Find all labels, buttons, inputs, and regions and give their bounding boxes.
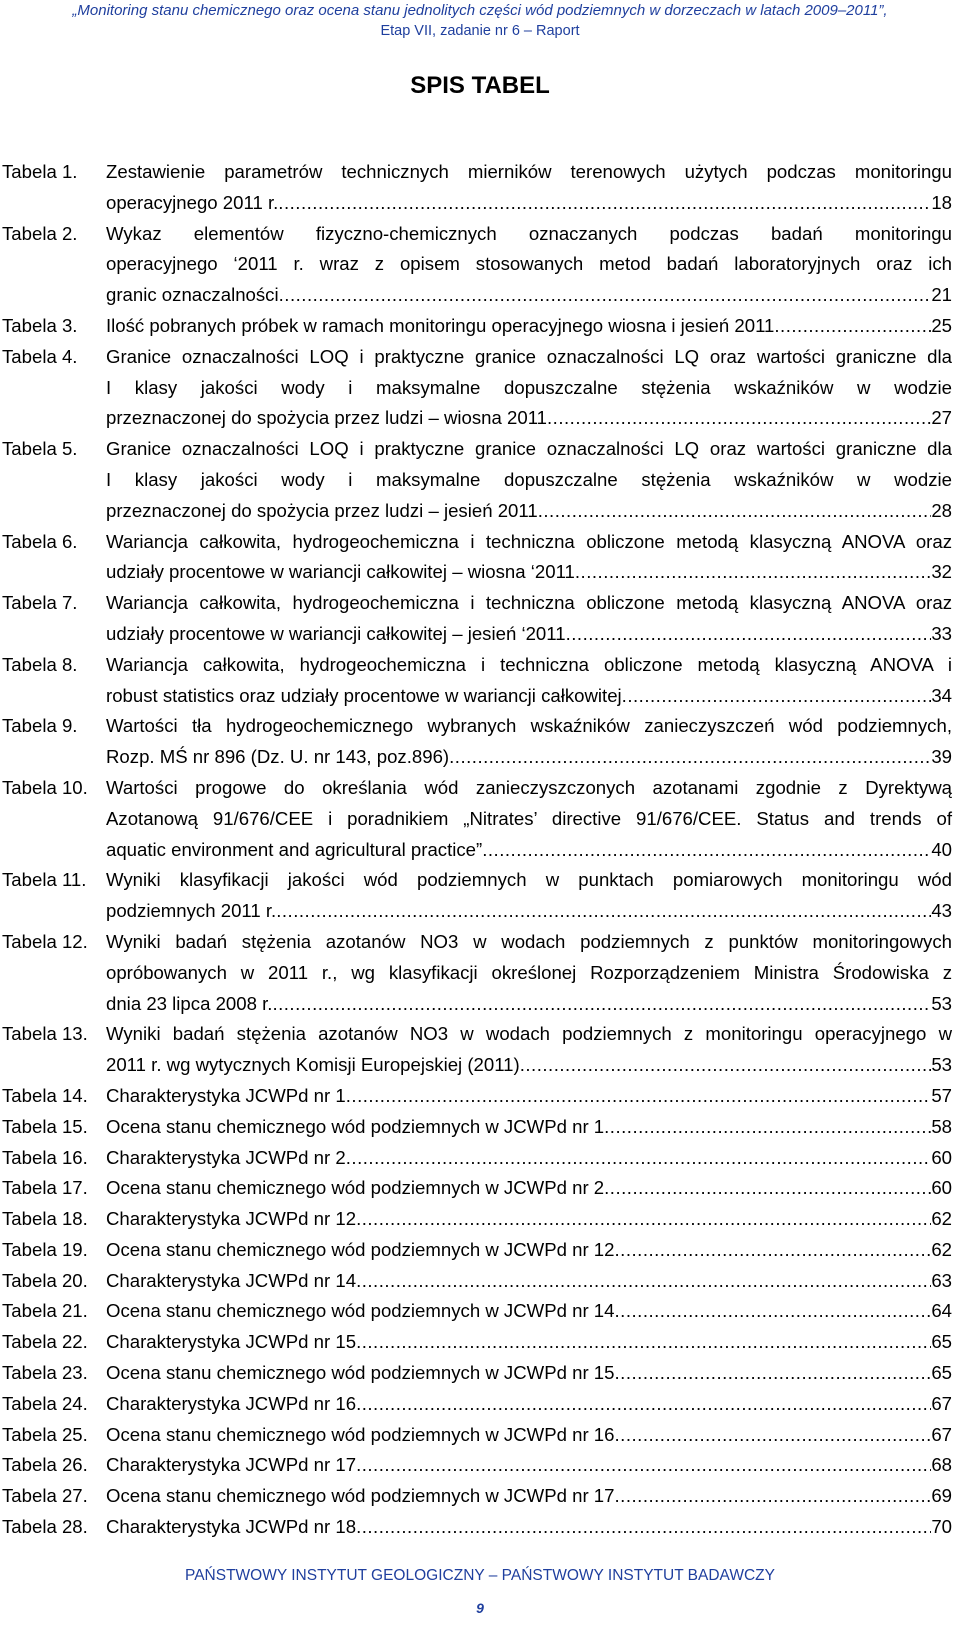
- toc-entry-page-number: 39: [931, 746, 952, 768]
- toc-entry[interactable]: [0, 311, 960, 342]
- toc-entry-last-line: [106, 619, 952, 650]
- dot-leader: [774, 311, 931, 342]
- toc-entry-title: aquatic environment and agricultural practice”: [106, 838, 483, 860]
- toc-entry-page-number: 34: [931, 684, 952, 706]
- toc-entry-page-number: 53: [931, 992, 952, 1014]
- toc-entry-label: Tabela 15.: [2, 1115, 88, 1137]
- toc-entry-page-number: 18: [931, 191, 952, 213]
- toc-entry-title: udziały procentowe w wariancji całkowitej – jesień ‘2011: [106, 622, 566, 644]
- toc-entry-label: Tabela 25.: [2, 1423, 88, 1445]
- dot-leader: [356, 1327, 931, 1358]
- toc-entry-label: Tabela 5.: [2, 438, 78, 460]
- dot-leader: [604, 1112, 931, 1143]
- toc-entry-page-number: 32: [931, 561, 952, 583]
- toc-entry-page-number: 67: [931, 1423, 952, 1445]
- toc-entry-title: Ocena stanu chemicznego wód podziemnych w JCWPd nr 2: [106, 1177, 605, 1199]
- toc-entry[interactable]: [0, 1481, 960, 1512]
- dot-leader: [538, 496, 932, 527]
- toc-entry-text-line: Wariancja całkowita, hydrogeochemiczna i techniczna obliczone metodą klasyczną ANOVA oraz: [106, 530, 952, 552]
- toc-entry-label: Tabela 2.: [2, 222, 78, 244]
- toc-entry[interactable]: [0, 1204, 960, 1235]
- toc-entry-title: Charakterystyka JCWPd nr 16: [106, 1392, 357, 1414]
- toc-entry-last-line: [106, 1050, 952, 1081]
- toc-entry-page-number: 69: [931, 1485, 952, 1507]
- toc-entry[interactable]: [0, 342, 960, 434]
- toc-entry-text-line: operacyjnego ‘2011 r. wraz z opisem stosowanych metod badań laboratoryjnych oraz ich: [106, 253, 952, 275]
- toc-entry-last-line: [106, 188, 952, 219]
- dot-leader: [449, 742, 931, 773]
- toc-entry-label: Tabela 3.: [2, 314, 78, 336]
- toc-entry[interactable]: [0, 1266, 960, 1297]
- toc-entry[interactable]: [0, 1173, 960, 1204]
- toc-entry-title: Charakterystyka JCWPd nr 1: [106, 1084, 346, 1106]
- toc-entry-page-number: 27: [931, 407, 952, 429]
- dot-leader: [278, 188, 931, 219]
- toc-entry[interactable]: [0, 434, 960, 526]
- toc-entry[interactable]: [0, 650, 960, 712]
- toc-entry[interactable]: [0, 1019, 960, 1081]
- toc-entry-label: Tabela 6.: [2, 530, 78, 552]
- toc-entry[interactable]: [0, 1081, 960, 1112]
- dot-leader: [279, 280, 932, 311]
- toc-entry-last-line: [106, 1112, 952, 1143]
- dot-leader: [614, 1420, 931, 1451]
- toc-entry-text-line: Wariancja całkowita, hydrogeochemiczna i techniczna obliczone metodą klasyczną ANOVA oraz: [106, 592, 952, 614]
- toc-entry-page-number: 64: [931, 1300, 952, 1322]
- toc-entry-title: Charakterystyka JCWPd nr 2: [106, 1146, 346, 1168]
- toc-entry-title: Charakterystyka JCWPd nr 15: [106, 1331, 357, 1353]
- page-footer: PAŃSTWOWY INSTYTUT GEOLOGICZNY – PAŃSTWOWY INSTYTUT BADAWCZY: [185, 1567, 775, 1584]
- table-of-tables: [0, 157, 960, 1543]
- toc-entry-page-number: 63: [931, 1269, 952, 1291]
- toc-entry-title: Ocena stanu chemicznego wód podziemnych w JCWPd nr 1: [106, 1115, 605, 1137]
- toc-entry-label: Tabela 26.: [2, 1454, 88, 1476]
- toc-entry-page-number: 70: [931, 1516, 952, 1538]
- toc-entry-last-line: [106, 1481, 952, 1512]
- toc-entry[interactable]: [0, 773, 960, 865]
- toc-entry-label: Tabela 28.: [2, 1516, 88, 1538]
- dot-leader: [547, 403, 931, 434]
- toc-entry-last-line: [106, 1081, 952, 1112]
- toc-entry[interactable]: [0, 1512, 960, 1543]
- dot-leader: [614, 1358, 931, 1389]
- toc-entry[interactable]: [0, 1389, 960, 1420]
- toc-entry[interactable]: [0, 157, 960, 219]
- toc-entry-title: dnia 23 lipca 2008 r.: [106, 992, 273, 1014]
- toc-entry-page-number: 40: [931, 838, 952, 860]
- toc-entry-text-line: Granice oznaczalności LOQ i praktyczne granice oznaczalności LQ oraz wartości graniczne dla: [106, 438, 952, 460]
- toc-entry-label: Tabela 16.: [2, 1146, 88, 1168]
- dot-leader: [614, 1481, 931, 1512]
- dot-leader: [272, 989, 931, 1020]
- toc-entry-last-line: [106, 311, 952, 342]
- toc-entry[interactable]: [0, 1112, 960, 1143]
- toc-entry-last-line: [106, 989, 952, 1020]
- toc-entry-label: Tabela 24.: [2, 1392, 88, 1414]
- toc-entry-title: Ocena stanu chemicznego wód podziemnych w JCWPd nr 15: [106, 1362, 615, 1384]
- toc-entry[interactable]: [0, 711, 960, 773]
- toc-entry[interactable]: [0, 1296, 960, 1327]
- toc-entry[interactable]: [0, 1143, 960, 1174]
- dot-leader: [346, 1143, 932, 1174]
- toc-entry-page-number: 60: [931, 1146, 952, 1168]
- toc-entry[interactable]: [0, 588, 960, 650]
- toc-entry-text-line: Wartości progowe do określania wód zanieczyszczonych azotanami zgodnie z Dyrektywą: [106, 776, 952, 798]
- toc-entry-label: Tabela 1.: [2, 161, 78, 182]
- toc-entry-page-number: 43: [931, 900, 952, 922]
- toc-entry-title: Ocena stanu chemicznego wód podziemnych w JCWPd nr 16: [106, 1423, 615, 1445]
- dot-leader: [356, 1389, 931, 1420]
- toc-entry-page-number: 33: [931, 622, 952, 644]
- toc-entry-title: podziemnych 2011 r.: [106, 900, 277, 922]
- dot-leader: [614, 1296, 931, 1327]
- dot-leader: [614, 1235, 931, 1266]
- toc-entry-text-line: Wyniki badań stężenia azotanów NO3 w wodach podziemnych z monitoringu operacyjnego w: [106, 1023, 952, 1045]
- toc-entry-title: Charakterystyka JCWPd nr 14: [106, 1269, 357, 1291]
- toc-entry-title: granic oznaczalności: [106, 284, 279, 306]
- toc-entry-page-number: 67: [931, 1392, 952, 1414]
- toc-entry-label: Tabela 4.: [2, 345, 78, 367]
- toc-entry-title: Ocena stanu chemicznego wód podziemnych w JCWPd nr 14: [106, 1300, 615, 1322]
- dot-leader: [356, 1450, 931, 1481]
- toc-entry-title: operacyjnego 2011 r.: [106, 191, 279, 213]
- toc-entry-page-number: 62: [931, 1208, 952, 1230]
- toc-entry-page-number: 58: [931, 1115, 952, 1137]
- toc-entry-last-line: [106, 280, 952, 311]
- toc-entry-title: udziały procentowe w wariancji całkowitej – wiosna ‘2011: [106, 561, 575, 583]
- toc-entry[interactable]: [0, 1235, 960, 1266]
- toc-entry-label: Tabela 19.: [2, 1238, 88, 1260]
- dot-leader: [346, 1081, 932, 1112]
- dot-leader: [356, 1266, 931, 1297]
- toc-entry-page-number: 21: [931, 284, 952, 306]
- toc-entry-label: Tabela 12.: [2, 930, 88, 952]
- toc-entry-label: Tabela 9.: [2, 715, 78, 737]
- toc-entry-page-number: 57: [931, 1084, 952, 1106]
- toc-entry-last-line: [106, 1358, 952, 1389]
- toc-entry-label: Tabela 21.: [2, 1300, 88, 1322]
- toc-entry-last-line: [106, 742, 952, 773]
- page-title: SPIS TABEL: [410, 72, 550, 99]
- toc-entry-label: Tabela 27.: [2, 1485, 88, 1507]
- toc-entry-last-line: [106, 1143, 952, 1174]
- toc-entry-label: Tabela 7.: [2, 592, 78, 614]
- toc-entry-last-line: [106, 1327, 952, 1358]
- toc-entry-page-number: 65: [931, 1362, 952, 1384]
- toc-entry-last-line: [106, 1296, 952, 1327]
- toc-entry-label: Tabela 17.: [2, 1177, 88, 1199]
- toc-entry-page-number: 28: [931, 499, 952, 521]
- toc-entry-title: Charakterystyka JCWPd nr 12: [106, 1208, 357, 1230]
- toc-entry[interactable]: [0, 1358, 960, 1389]
- toc-entry-last-line: [106, 896, 952, 927]
- toc-entry-last-line: [106, 1420, 952, 1451]
- toc-entry-last-line: [106, 835, 952, 866]
- toc-entry-text-line: opróbowanych w 2011 r., wg klasyfikacji określonej Rozporządzeniem Ministra Środowiska z: [106, 961, 952, 983]
- toc-entry-text-line: Zestawienie parametrów technicznych mierników terenowych użytych podczas monitoringu: [106, 161, 952, 182]
- toc-entry-title: Rozp. MŚ nr 896 (Dz. U. nr 143, poz.896): [106, 746, 450, 768]
- toc-entry-label: Tabela 14.: [2, 1084, 88, 1106]
- toc-entry-text-line: I klasy jakości wody i maksymalne dopuszczalne stężenia wskaźników w wodzie: [106, 468, 952, 490]
- toc-entry-title: Ilość pobranych próbek w ramach monitoringu operacyjnego wiosna i jesień 2011: [106, 314, 775, 336]
- toc-entry[interactable]: [0, 1327, 960, 1358]
- toc-entry[interactable]: [0, 527, 960, 589]
- toc-entry-last-line: [106, 681, 952, 712]
- dot-leader: [566, 619, 932, 650]
- toc-entry-last-line: [106, 1266, 952, 1297]
- page-header: [0, 0, 960, 42]
- toc-entry-page-number: 68: [931, 1454, 952, 1476]
- toc-entry-title: Ocena stanu chemicznego wód podziemnych w JCWPd nr 17: [106, 1485, 615, 1507]
- toc-entry-last-line: [106, 1450, 952, 1481]
- report-stage-line: Etap VII, zadanie nr 6 – Raport: [380, 23, 580, 39]
- toc-entry-text-line: I klasy jakości wody i maksymalne dopuszczalne stężenia wskaźników w wodzie: [106, 376, 952, 398]
- toc-entry-page-number: 25: [931, 314, 952, 336]
- toc-entry-text-line: Wariancja całkowita, hydrogeochemiczna i techniczna obliczone metodą klasyczną ANOVA i: [106, 653, 952, 675]
- toc-entry-text-line: Azotanową 91/676/CEE i poradnikiem „Nitrates’ directive 91/676/CEE. Status and trends of: [106, 807, 952, 829]
- toc-entry-page-number: 65: [931, 1331, 952, 1353]
- dot-leader: [575, 557, 931, 588]
- toc-entry-title: 2011 r. wg wytycznych Komisji Europejskiej (2011): [106, 1054, 520, 1076]
- toc-entry-title: przeznaczonej do spożycia przez ludzi – jesień 2011: [106, 499, 538, 521]
- dot-leader: [356, 1204, 931, 1235]
- toc-entry-label: Tabela 8.: [2, 653, 78, 675]
- dot-leader: [622, 681, 932, 712]
- toc-entry-text-line: Wykaz elementów fizyczno-chemicznych oznaczanych podczas badań monitoringu: [106, 222, 952, 244]
- toc-entry-last-line: [106, 1173, 952, 1204]
- toc-entry-title: robust statistics oraz udziały procentowe w wariancji całkowitej: [106, 684, 622, 706]
- toc-entry-page-number: 53: [931, 1054, 952, 1076]
- toc-entry[interactable]: [0, 865, 960, 927]
- toc-entry-title: Ocena stanu chemicznego wód podziemnych w JCWPd nr 12: [106, 1238, 615, 1260]
- report-title-line: „Monitoring stanu chemicznego oraz ocena stanu jednolitych części wód podziemnych w dorzeczach w latach 2009–2011”,: [72, 2, 888, 19]
- toc-entry[interactable]: [0, 1450, 960, 1481]
- toc-entry[interactable]: [0, 927, 960, 1019]
- toc-entry-label: Tabela 20.: [2, 1269, 88, 1291]
- toc-entry-title: Charakterystyka JCWPd nr 18: [106, 1516, 357, 1538]
- toc-entry-last-line: [106, 1389, 952, 1420]
- toc-entry-last-line: [106, 1235, 952, 1266]
- dot-leader: [482, 835, 931, 866]
- dot-leader: [520, 1050, 932, 1081]
- toc-entry-last-line: [106, 557, 952, 588]
- toc-entry-text-line: Wyniki badań stężenia azotanów NO3 w wodach podziemnych z punktów monitoringowych: [106, 930, 952, 952]
- toc-entry-last-line: [106, 403, 952, 434]
- toc-entry-label: Tabela 18.: [2, 1208, 88, 1230]
- toc-entry-text-line: Wartości tła hydrogeochemicznego wybranych wskaźników zanieczyszczeń wód podziemnych,: [106, 715, 952, 737]
- dot-leader: [356, 1512, 931, 1543]
- toc-entry-page-number: 62: [931, 1238, 952, 1260]
- toc-entry-label: Tabela 23.: [2, 1362, 88, 1384]
- toc-entry[interactable]: [0, 219, 960, 311]
- dot-leader: [276, 896, 931, 927]
- toc-entry-label: Tabela 22.: [2, 1331, 88, 1353]
- page-number: 9: [476, 1600, 484, 1616]
- toc-entry-last-line: [106, 1204, 952, 1235]
- toc-entry-title: przeznaczonej do spożycia przez ludzi – wiosna 2011: [106, 407, 547, 429]
- toc-entry-label: Tabela 11.: [2, 869, 87, 891]
- toc-entry-text-line: Wyniki klasyfikacji jakości wód podziemnych w punktach pomiarowych monitoringu wód: [106, 869, 952, 891]
- toc-entry-label: Tabela 10.: [2, 776, 88, 798]
- toc-entry-last-line: [106, 1512, 952, 1543]
- dot-leader: [604, 1173, 931, 1204]
- toc-entry-text-line: Granice oznaczalności LOQ i praktyczne granice oznaczalności LQ oraz wartości graniczne dla: [106, 345, 952, 367]
- toc-entry-title: Charakterystyka JCWPd nr 17: [106, 1454, 357, 1476]
- toc-entry-last-line: [106, 496, 952, 527]
- toc-entry[interactable]: [0, 1420, 960, 1451]
- toc-entry-page-number: 60: [931, 1177, 952, 1199]
- toc-entry-label: Tabela 13.: [2, 1023, 88, 1045]
